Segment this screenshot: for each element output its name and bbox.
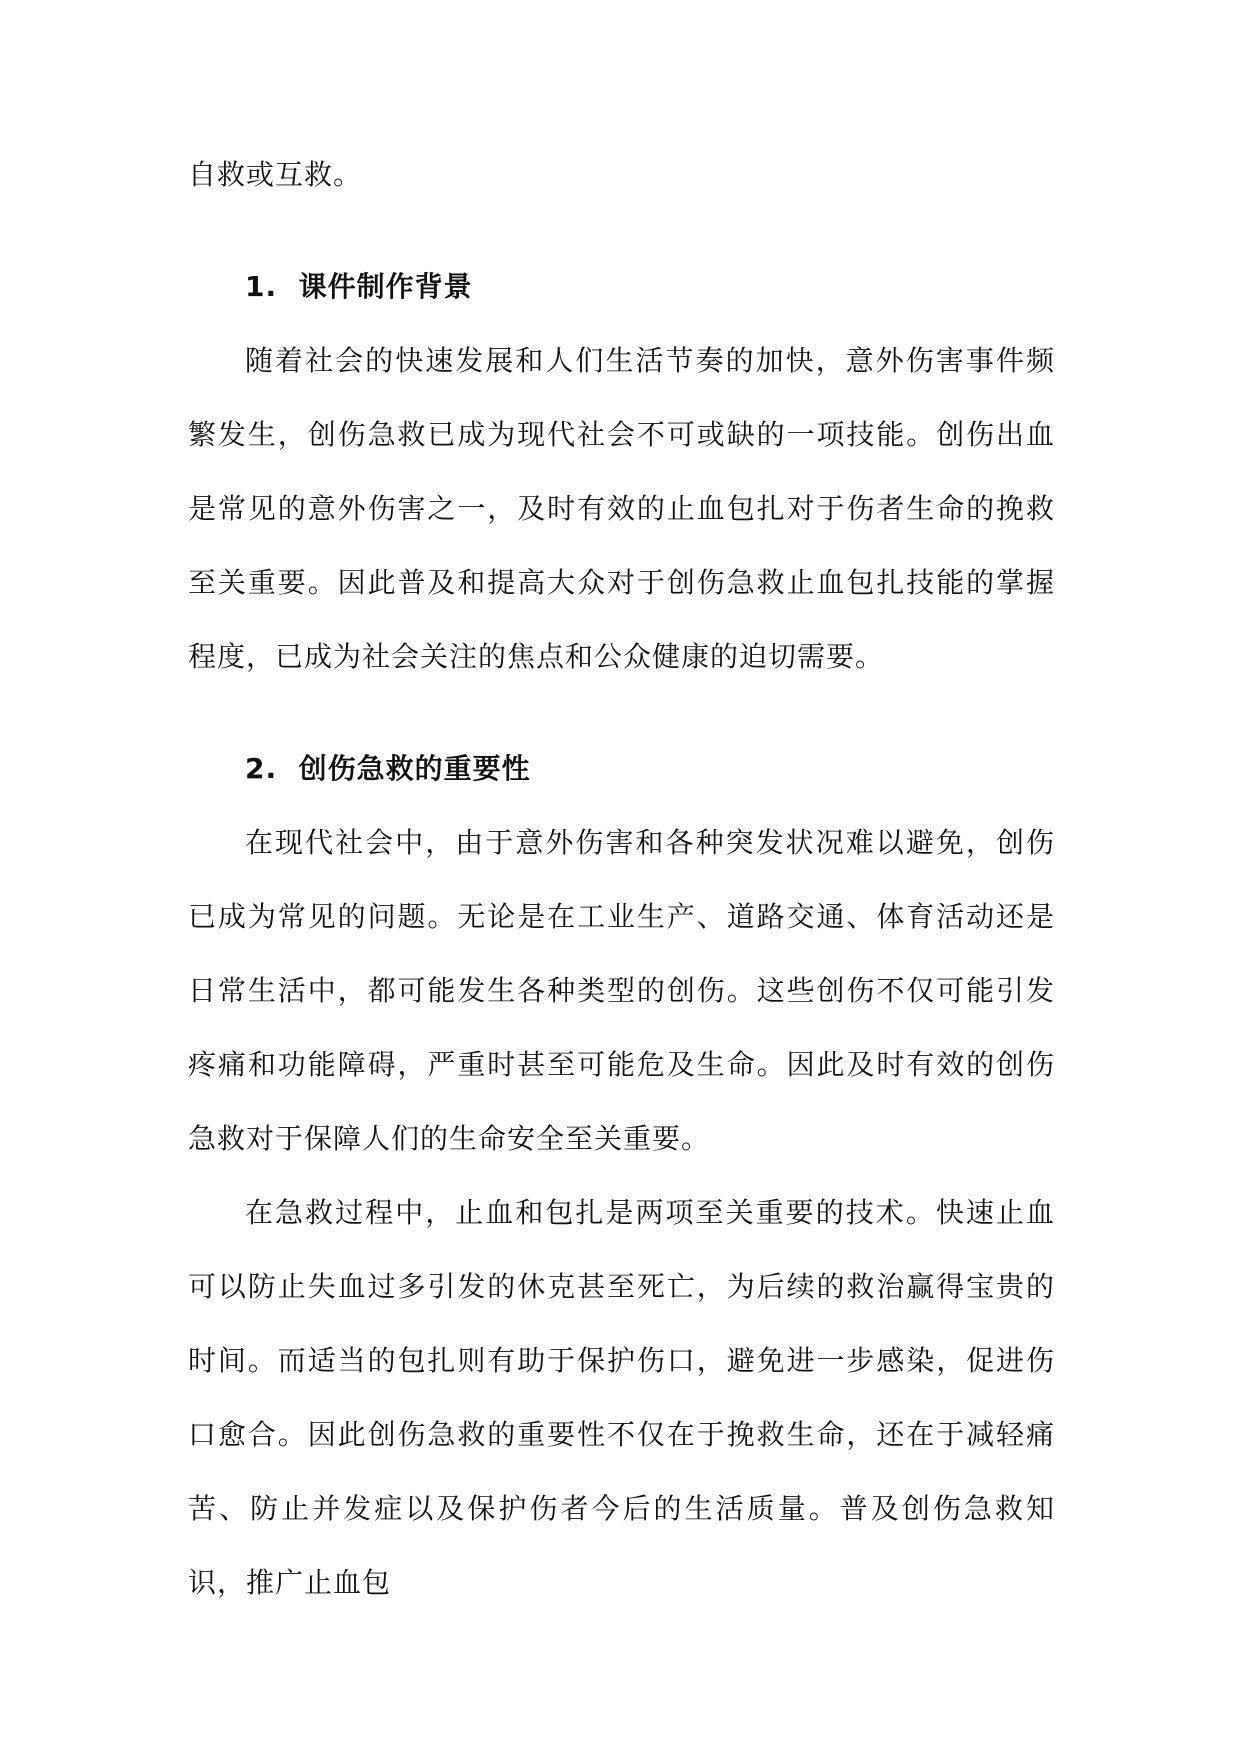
section-title: 课件制作背景	[298, 270, 473, 303]
opening-fragment: 自救或互救。	[188, 158, 363, 191]
document-body	[188, 138, 1055, 1620]
section-gap	[188, 694, 1055, 732]
section-heading-importance	[188, 732, 1055, 806]
body-paragraph: 随着社会的快速发展和人们生活节奏的加快，意外伤害事件频繁发生，创伤急救已成为现代社会不可或缺的一项技能。创伤出血是常见的意外伤害之一，及时有效的止血包扎对于伤者生命的挽救至关重要。因此普及和提高大众对于创伤急救止血包扎技能的掌握程度，已成为社会关注的焦点和公众健康的迫切需要。	[188, 344, 1055, 673]
section-heading-background	[188, 250, 1055, 324]
body-paragraph: 在急救过程中，止血和包扎是两项至关重要的技术。快速止血可以防止失血过多引发的休克甚至死亡，为后续的救治赢得宝贵的时间。而适当的包扎则有助于保护伤口，避免进一步感染，促进伤口愈合。因此创伤急救的重要性不仅在于挽救生命，还在于减轻痛苦、防止并发症以及保护伤者今后的生活质量。普及创伤急救知识，推广止血包	[188, 1196, 1055, 1599]
section-gap	[188, 212, 1055, 250]
section-number: 1.	[245, 270, 278, 303]
body-paragraph: 在现代社会中，由于意外伤害和各种突发状况难以避免，创伤已成为常见的问题。无论是在工业生产、道路交通、体育活动还是日常生活中，都可能发生各种类型的创伤。这些创伤不仅可能引发疼痛和功能障碍，严重时甚至可能危及生命。因此及时有效的创伤急救对于保障人们的生命安全至关重要。	[188, 826, 1055, 1155]
section-number: 2.	[245, 752, 278, 785]
section-title: 创伤急救的重要性	[298, 752, 531, 785]
